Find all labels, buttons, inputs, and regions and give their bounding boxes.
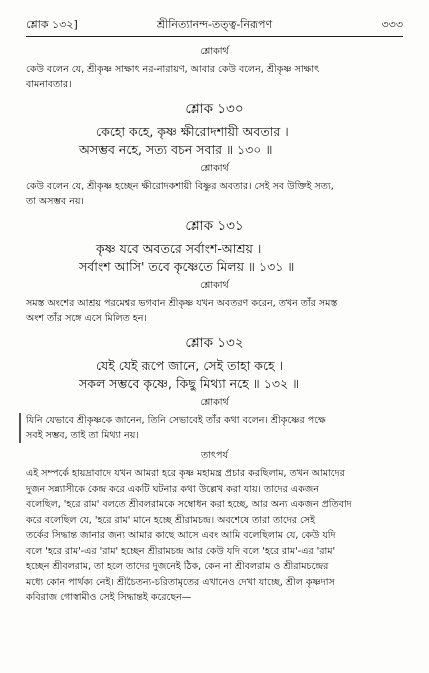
purport-line: দুজন সন্ন্যাসীকে কেন্দ্র করে একটি ঘটনার কথা উল্লেখ করা যায়। তাদের একজন [26, 483, 319, 495]
header-rule [26, 36, 403, 37]
translation-line: কেউ বলেন যে, শ্রীকৃষ্ণ হচ্ছেন ক্ষীরোদকশায়ী বিষ্ণুর অবতার। সেই সব উক্তিই সত্য, [26, 181, 334, 192]
verse-heading: শ্লোক ১৩০ [185, 101, 244, 117]
translation-line: সমস্ত অংশের আশ্রয় পরমেশ্বর ভগবান শ্রীকৃষ্ণ যখন অবতরণ করেন, তখন তাঁর সমস্ত [26, 298, 338, 309]
purport-line: বলেছিল, 'হরে রাম' বলতে শ্রীবলরামকে সম্বোধন করা হচ্ছে, আর অন্য একজন প্রতিবাদ [26, 499, 352, 510]
translation-label: শ্লোকার্থ [200, 163, 229, 174]
purport-line: মধ্যে কোন পার্থক্য নেই। শ্রীচৈতন্য-চরিতামৃতের এখানেও দেখা যাচ্ছে, শ্রীল কৃষ্ণদাস [26, 576, 335, 588]
purport-line: বলে 'হরে রাম'-এর 'রাম' হচ্ছেন শ্রীরামচন্দ্র আর কেউ যদি বলে 'হরে রাম'-এর 'রাম' [26, 545, 336, 557]
section-132 [26, 332, 403, 443]
translation-line: যিনি যেভাবে শ্রীকৃষ্ণকে জানেন, তিনি সেভাবেই তাঁর কথা বলেন। শ্রীকৃষ্ণের পক্ষে [26, 415, 326, 426]
section-129 [26, 45, 403, 92]
translation-line: অংশ তাঁর সঙ্গে এসে মিলিত হন। [26, 313, 147, 324]
verse-line: সর্বাংশ আসি' তবে কৃষ্ণেতে মিলয় ॥ ১৩১ ॥ [79, 259, 295, 274]
translation-label: শ্লোকার্থ [200, 397, 229, 408]
purport-section [26, 449, 403, 606]
translation-line: তা অসম্ভব নয়। [26, 196, 84, 207]
translation-label: শ্লোকার্থ [200, 280, 229, 291]
purport-line: করে বলেছিল যে, 'হরে রাম' মানে হচ্ছে শ্রীরামচন্দ্র। অবশেষে তারা তাদের সেই [26, 514, 316, 526]
purport-label: তাৎপর্য [201, 450, 228, 461]
section-130 [26, 98, 403, 209]
section-131 [26, 215, 403, 326]
verse-line: কেহো কহে, কৃষ্ণ ক্ষীরোদশায়ী অবতার । [96, 124, 289, 139]
page-number: ৩৩৩ [381, 18, 403, 31]
verse-line: কৃষ্ণ যবে অবতরে সর্বাংশ-আশ্রয় । [96, 241, 262, 256]
verse-line: যেই যেই রূপে জানে, সেই তাহা কহে । [96, 358, 284, 373]
purport-line: হচ্ছেন শ্রীবলরাম, তা হলে তাদের দুজনেই ঠিক, কেন না শ্রীবলরাম ও শ্রীরামচন্দ্রের [26, 561, 329, 572]
translation-line: কেউ বলেন যে, শ্রীকৃষ্ণ সাক্ষাৎ নর-নারায়ণ, আবার কেউ বলেন, শ্রীকৃষ্ণ সাক্ষাৎ [26, 64, 320, 75]
purport-line: কবিরাজ গোস্বামীও সেই সিদ্ধান্তই করেছেন— [26, 592, 192, 603]
verse-line: সকল সম্ভবে কৃষ্ণে, কিছু মিথ্যা নহে ॥ ১৩২ ॥ [79, 376, 300, 391]
verse-heading: শ্লোক ১৩২ [185, 335, 244, 351]
chapter-title: শ্রীনিত্যানন্দ-তত্ত্ব-নিরূপণ [156, 18, 273, 31]
translation-box [19, 413, 403, 443]
verse-reference: শ্লোক ১৩২] [26, 18, 78, 31]
purport-line: এই সম্পর্কে হায়দ্রাবাদে যখন আমরা হরে কৃষ্ণ মহামন্ত্র প্রচার করছিলাম, তখন আমাদের [26, 468, 345, 479]
verse-line: অসম্ভব নহে, সত্য বচন সবার ॥ ১৩০ ॥ [79, 142, 273, 157]
verse-heading: শ্লোক ১৩১ [185, 218, 244, 234]
translation-line: বামনাবতার। [26, 79, 72, 90]
translation-line: সবই সম্ভব, তাই তা মিথ্যা নয়। [26, 430, 139, 441]
translation-label: শ্লোকার্থ [200, 46, 229, 57]
purport-line: তর্কের সিদ্ধান্ত জানার জন্য আমার কাছে আসে এবং আমি বলেছিলাম যে, কেউ যদি [26, 530, 336, 541]
page-header [26, 12, 403, 34]
